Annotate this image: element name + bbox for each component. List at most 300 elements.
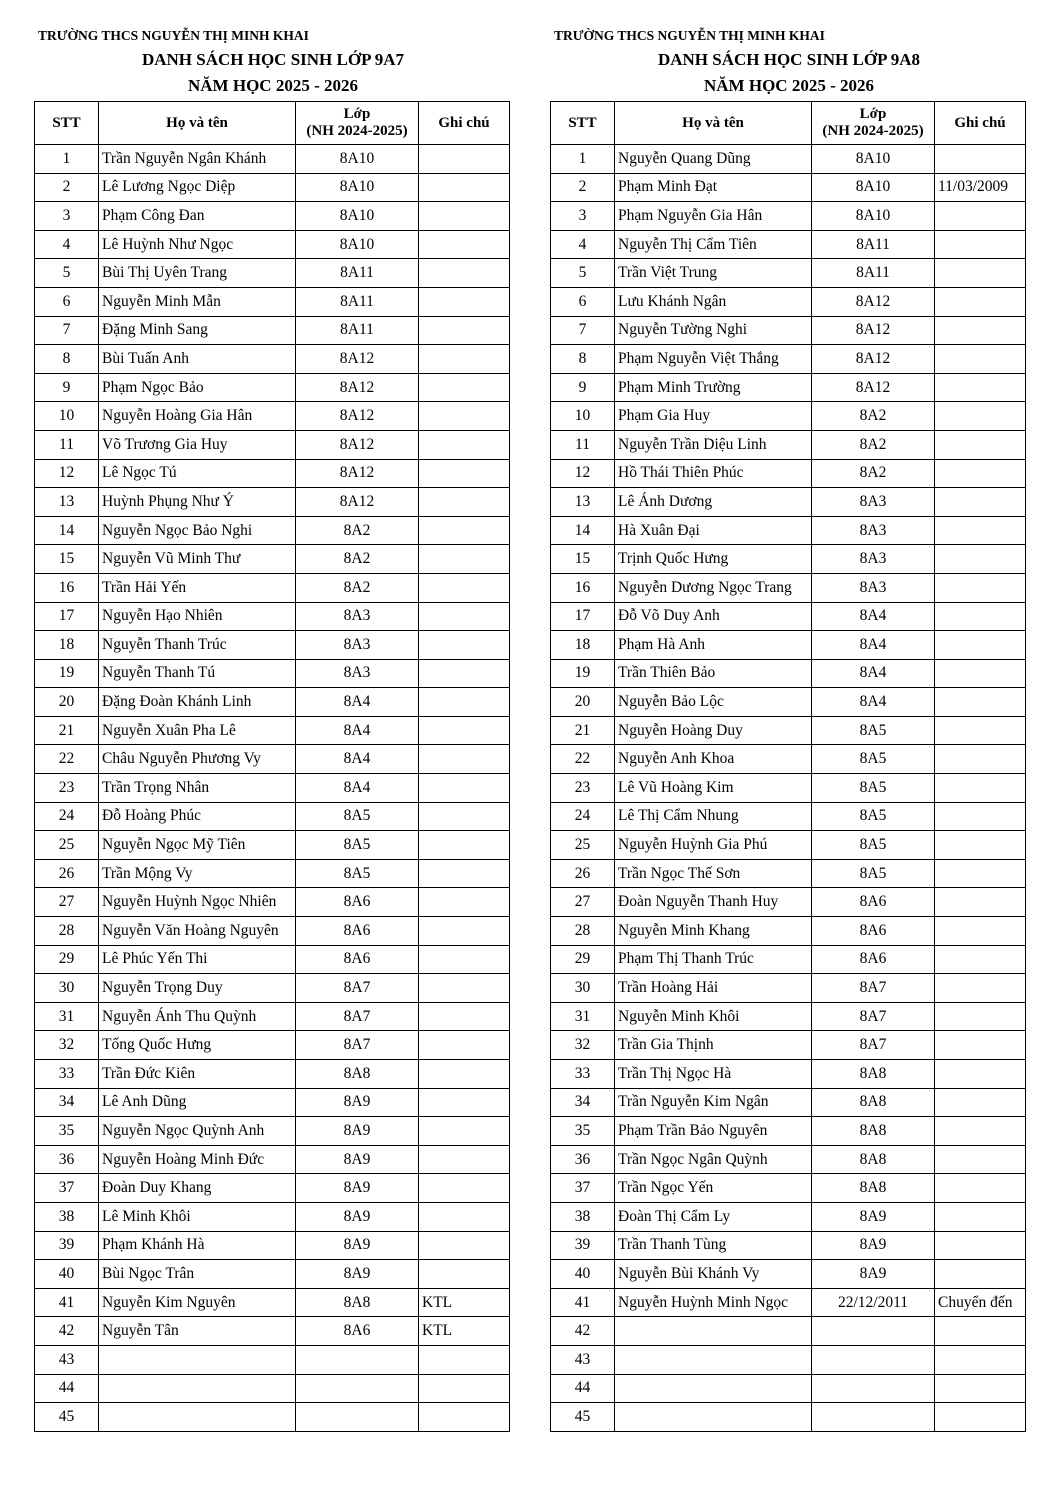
table-row (551, 1002, 1026, 1031)
table-row (551, 1403, 1026, 1432)
cell-class: 8A12 (296, 459, 419, 488)
header-class (812, 102, 935, 145)
cell-note (419, 745, 510, 774)
cell-name: Nguyễn Tường Nghi (615, 316, 812, 345)
cell-stt: 20 (551, 688, 615, 717)
cell-note (935, 402, 1026, 431)
cell-note (419, 488, 510, 517)
cell-class: 8A4 (296, 716, 419, 745)
cell-class: 8A12 (296, 430, 419, 459)
table-row (551, 259, 1026, 288)
cell-class: 8A3 (296, 602, 419, 631)
cell-stt: 16 (35, 573, 99, 602)
cell-class (296, 1345, 419, 1374)
table-row (551, 287, 1026, 316)
cell-name: Đoàn Thị Cẩm Ly (615, 1202, 812, 1231)
cell-name: Nguyễn Hạo Nhiên (99, 602, 296, 631)
cell-note (935, 1174, 1026, 1203)
table-row (551, 1374, 1026, 1403)
cell-class: 8A6 (296, 888, 419, 917)
table-row (35, 202, 510, 231)
cell-class: 8A7 (812, 1031, 935, 1060)
cell-note (419, 659, 510, 688)
cell-class: 8A12 (296, 373, 419, 402)
cell-class: 8A9 (812, 1202, 935, 1231)
table-row (35, 859, 510, 888)
cell-stt: 23 (35, 774, 99, 803)
cell-note (419, 145, 510, 174)
cell-note (935, 259, 1026, 288)
cell-class: 8A6 (812, 888, 935, 917)
cell-note (935, 1403, 1026, 1432)
table-row (35, 716, 510, 745)
table-row (551, 573, 1026, 602)
cell-class: 8A6 (812, 917, 935, 946)
cell-name: Đặng Minh Sang (99, 316, 296, 345)
cell-name: Nguyễn Thị Cẩm Tiên (615, 230, 812, 259)
table-row (35, 259, 510, 288)
cell-name: Lê Huỳnh Như Ngọc (99, 230, 296, 259)
cell-class: 8A3 (812, 516, 935, 545)
cell-note (935, 774, 1026, 803)
table-row (35, 602, 510, 631)
header-class-line1: Lớp (859, 106, 887, 122)
cell-note (935, 230, 1026, 259)
table-row (551, 459, 1026, 488)
cell-stt: 42 (35, 1317, 99, 1346)
cell-note (935, 345, 1026, 374)
table-row (551, 1088, 1026, 1117)
cell-name: Phạm Nguyễn Việt Thắng (615, 345, 812, 374)
header-note: Ghi chú (935, 102, 1026, 145)
cell-note (935, 202, 1026, 231)
table-row (551, 888, 1026, 917)
cell-class: 8A5 (812, 716, 935, 745)
cell-stt: 4 (35, 230, 99, 259)
cell-name (99, 1374, 296, 1403)
cell-stt: 35 (35, 1117, 99, 1146)
table-row (551, 945, 1026, 974)
cell-class: 8A10 (812, 173, 935, 202)
cell-name: Nguyễn Tân (99, 1317, 296, 1346)
cell-name: Hà Xuân Đại (615, 516, 812, 545)
cell-note (935, 1002, 1026, 1031)
cell-note (935, 145, 1026, 174)
cell-note (935, 802, 1026, 831)
table-row (35, 1317, 510, 1346)
cell-note (935, 373, 1026, 402)
cell-note (935, 1260, 1026, 1289)
cell-class: 8A2 (812, 430, 935, 459)
cell-class: 8A8 (812, 1088, 935, 1117)
cell-note (935, 1202, 1026, 1231)
table-row (35, 1288, 510, 1317)
cell-class: 8A8 (812, 1117, 935, 1146)
cell-note (419, 173, 510, 202)
cell-class: 8A11 (296, 287, 419, 316)
cell-note (935, 631, 1026, 660)
cell-note (935, 287, 1026, 316)
cell-stt: 20 (35, 688, 99, 717)
cell-class: 8A10 (812, 145, 935, 174)
cell-class: 8A2 (296, 545, 419, 574)
cell-name: Phạm Khánh Hà (99, 1231, 296, 1260)
table-row (551, 688, 1026, 717)
cell-note (419, 1088, 510, 1117)
cell-note (935, 745, 1026, 774)
cell-stt: 12 (35, 459, 99, 488)
cell-class: 8A2 (812, 459, 935, 488)
cell-name: Nguyễn Thanh Tú (99, 659, 296, 688)
table-row (551, 1288, 1026, 1317)
cell-name: Phạm Minh Đạt (615, 173, 812, 202)
cell-stt: 15 (551, 545, 615, 574)
cell-stt: 5 (35, 259, 99, 288)
cell-stt: 43 (551, 1345, 615, 1374)
cell-stt: 45 (551, 1403, 615, 1432)
cell-name: Nguyễn Kim Nguyên (99, 1288, 296, 1317)
cell-name: Huỳnh Phụng Như Ý (99, 488, 296, 517)
cell-note (419, 1031, 510, 1060)
table-row (35, 545, 510, 574)
table-row (35, 488, 510, 517)
cell-name: Trần Mộng Vy (99, 859, 296, 888)
cell-stt: 18 (35, 631, 99, 660)
cell-class: 8A9 (296, 1202, 419, 1231)
table-row (551, 602, 1026, 631)
table-row (551, 1174, 1026, 1203)
cell-note (419, 1117, 510, 1146)
cell-stt: 11 (551, 430, 615, 459)
cell-note (419, 430, 510, 459)
table-row (551, 1260, 1026, 1289)
cell-name: Phạm Minh Trường (615, 373, 812, 402)
cell-note (419, 459, 510, 488)
header-stt: STT (35, 102, 99, 145)
cell-class: 8A5 (296, 859, 419, 888)
cell-name: Trần Trọng Nhân (99, 774, 296, 803)
table-row (551, 716, 1026, 745)
cell-note (419, 1345, 510, 1374)
cell-note (935, 688, 1026, 717)
table-row (35, 917, 510, 946)
cell-stt: 11 (35, 430, 99, 459)
cell-note (419, 831, 510, 860)
table-row (551, 1060, 1026, 1089)
cell-class: 8A8 (296, 1060, 419, 1089)
table-row (551, 145, 1026, 174)
cell-name: Châu Nguyễn Phương Vy (99, 745, 296, 774)
cell-stt: 41 (551, 1288, 615, 1317)
cell-note (419, 545, 510, 574)
table-row (551, 917, 1026, 946)
cell-name: Trần Đức Kiên (99, 1060, 296, 1089)
cell-class: 8A7 (296, 974, 419, 1003)
cell-note (935, 1031, 1026, 1060)
table-row (35, 1260, 510, 1289)
table-row (35, 145, 510, 174)
table-row (551, 402, 1026, 431)
cell-note (935, 1317, 1026, 1346)
cell-name: Tống Quốc Hưng (99, 1031, 296, 1060)
cell-name: Nguyễn Hoàng Minh Đức (99, 1145, 296, 1174)
cell-stt: 13 (35, 488, 99, 517)
table-row (35, 1374, 510, 1403)
cell-name: Nguyễn Văn Hoàng Nguyên (99, 917, 296, 946)
cell-stt: 13 (551, 488, 615, 517)
cell-class: 8A3 (812, 545, 935, 574)
table-row (35, 173, 510, 202)
cell-note (935, 945, 1026, 974)
table-row (35, 430, 510, 459)
school-year: NĂM HỌC 2025 - 2026 (704, 76, 874, 95)
cell-name: Phạm Nguyễn Gia Hân (615, 202, 812, 231)
cell-stt: 42 (551, 1317, 615, 1346)
cell-stt: 35 (551, 1117, 615, 1146)
cell-stt: 37 (35, 1174, 99, 1203)
cell-name: Nguyễn Xuân Pha Lê (99, 716, 296, 745)
cell-class: 8A3 (812, 488, 935, 517)
cell-name: Nguyễn Huỳnh Ngọc Nhiên (99, 888, 296, 917)
table-row (35, 1231, 510, 1260)
cell-note (935, 573, 1026, 602)
table-row (35, 402, 510, 431)
cell-stt: 14 (551, 516, 615, 545)
cell-stt: 19 (551, 659, 615, 688)
cell-name: Đặng Đoàn Khánh Linh (99, 688, 296, 717)
cell-class: 8A4 (812, 602, 935, 631)
cell-class: 8A9 (296, 1174, 419, 1203)
cell-class: 8A10 (296, 145, 419, 174)
cell-note (419, 1174, 510, 1203)
table-row (551, 1031, 1026, 1060)
cell-name: Đoàn Duy Khang (99, 1174, 296, 1203)
cell-note: 11/03/2009 (935, 173, 1026, 202)
cell-class: 8A11 (812, 259, 935, 288)
cell-name: Võ Trương Gia Huy (99, 430, 296, 459)
cell-note: KTL (419, 1288, 510, 1317)
cell-class: 8A11 (812, 230, 935, 259)
cell-name: Nguyễn Trần Diệu Linh (615, 430, 812, 459)
cell-name: Lê Vũ Hoàng Kim (615, 774, 812, 803)
cell-name: Nguyễn Ánh Thu Quỳnh (99, 1002, 296, 1031)
table-row (35, 1403, 510, 1432)
cell-note (935, 459, 1026, 488)
cell-stt: 39 (551, 1231, 615, 1260)
table-row (35, 974, 510, 1003)
cell-class: 8A6 (296, 1317, 419, 1346)
school-year: NĂM HỌC 2025 - 2026 (188, 76, 358, 95)
cell-name (615, 1317, 812, 1346)
cell-note: Chuyển đến (935, 1288, 1026, 1317)
cell-note (419, 259, 510, 288)
table-row (35, 1117, 510, 1146)
cell-name: Bùi Ngọc Trân (99, 1260, 296, 1289)
cell-stt: 15 (35, 545, 99, 574)
cell-stt: 32 (35, 1031, 99, 1060)
cell-note (419, 316, 510, 345)
cell-note (419, 688, 510, 717)
table-row (551, 1345, 1026, 1374)
cell-note (935, 716, 1026, 745)
cell-class (296, 1374, 419, 1403)
table-row (551, 1317, 1026, 1346)
cell-stt: 2 (35, 173, 99, 202)
cell-stt: 30 (551, 974, 615, 1003)
cell-stt: 25 (35, 831, 99, 860)
cell-name: Trần Ngọc Thế Sơn (615, 859, 812, 888)
cell-name: Trần Ngọc Ngân Quỳnh (615, 1145, 812, 1174)
cell-note (419, 974, 510, 1003)
table-row (35, 945, 510, 974)
cell-stt: 28 (551, 917, 615, 946)
cell-note (419, 859, 510, 888)
cell-stt: 8 (551, 345, 615, 374)
cell-name: Nguyễn Ngọc Quỳnh Anh (99, 1117, 296, 1146)
table-row (551, 488, 1026, 517)
table-row (35, 659, 510, 688)
cell-class: 8A12 (812, 345, 935, 374)
cell-class: 8A2 (296, 573, 419, 602)
cell-note (419, 1403, 510, 1432)
cell-class: 8A2 (296, 516, 419, 545)
cell-stt: 12 (551, 459, 615, 488)
cell-stt: 10 (551, 402, 615, 431)
cell-class: 8A7 (296, 1031, 419, 1060)
cell-class: 8A4 (296, 745, 419, 774)
cell-stt: 34 (35, 1088, 99, 1117)
cell-note (419, 1145, 510, 1174)
cell-stt: 1 (35, 145, 99, 174)
cell-name: Trần Việt Trung (615, 259, 812, 288)
cell-stt: 32 (551, 1031, 615, 1060)
cell-stt: 38 (551, 1202, 615, 1231)
cell-class: 8A9 (296, 1088, 419, 1117)
cell-note (419, 888, 510, 917)
header-class (296, 102, 419, 145)
header-note: Ghi chú (419, 102, 510, 145)
cell-stt: 39 (35, 1231, 99, 1260)
cell-name: Trịnh Quốc Hưng (615, 545, 812, 574)
cell-stt: 30 (35, 974, 99, 1003)
cell-class: 8A10 (296, 202, 419, 231)
cell-name: Trần Nguyễn Ngân Khánh (99, 145, 296, 174)
table-row (35, 745, 510, 774)
cell-class: 8A5 (812, 745, 935, 774)
cell-name: Phạm Ngọc Bảo (99, 373, 296, 402)
cell-class: 8A4 (812, 631, 935, 660)
cell-note (419, 1260, 510, 1289)
cell-name: Đỗ Võ Duy Anh (615, 602, 812, 631)
cell-class: 8A9 (296, 1117, 419, 1146)
cell-stt: 31 (35, 1002, 99, 1031)
cell-class: 8A10 (296, 173, 419, 202)
cell-stt: 40 (35, 1260, 99, 1289)
cell-name (615, 1374, 812, 1403)
cell-stt: 2 (551, 173, 615, 202)
cell-class: 8A12 (296, 345, 419, 374)
cell-name: Nguyễn Thanh Trúc (99, 631, 296, 660)
cell-stt: 7 (35, 316, 99, 345)
cell-class: 8A9 (812, 1231, 935, 1260)
cell-stt: 43 (35, 1345, 99, 1374)
table-row (551, 974, 1026, 1003)
cell-class: 8A5 (296, 802, 419, 831)
cell-name: Đỗ Hoàng Phúc (99, 802, 296, 831)
cell-stt: 18 (551, 631, 615, 660)
cell-class: 8A3 (812, 573, 935, 602)
cell-name: Nguyễn Trọng Duy (99, 974, 296, 1003)
cell-name: Đoàn Nguyễn Thanh Huy (615, 888, 812, 917)
cell-name: Nguyễn Huỳnh Gia Phú (615, 831, 812, 860)
cell-name: Lê Lương Ngọc Diệp (99, 173, 296, 202)
cell-note (935, 888, 1026, 917)
table-row (35, 1202, 510, 1231)
table-row (551, 230, 1026, 259)
cell-stt: 33 (551, 1060, 615, 1089)
cell-note (935, 316, 1026, 345)
cell-class: 8A9 (296, 1231, 419, 1260)
cell-note (419, 202, 510, 231)
table-row (35, 1088, 510, 1117)
table-row (551, 202, 1026, 231)
cell-class (812, 1317, 935, 1346)
cell-name: Nguyễn Huỳnh Minh Ngọc (615, 1288, 812, 1317)
cell-note (935, 516, 1026, 545)
cell-stt: 37 (551, 1174, 615, 1203)
cell-name: Lê Phúc Yến Thi (99, 945, 296, 974)
cell-stt: 16 (551, 573, 615, 602)
cell-class: 8A11 (296, 259, 419, 288)
cell-name: Phạm Gia Huy (615, 402, 812, 431)
cell-note (419, 402, 510, 431)
cell-stt: 19 (35, 659, 99, 688)
cell-note (935, 602, 1026, 631)
table-row (551, 745, 1026, 774)
table-row (551, 430, 1026, 459)
cell-note (935, 974, 1026, 1003)
cell-class: 8A7 (812, 974, 935, 1003)
class-list-9a7 (34, 26, 512, 1432)
table-row (551, 659, 1026, 688)
cell-class: 8A4 (812, 659, 935, 688)
cell-class: 8A8 (812, 1145, 935, 1174)
cell-stt: 3 (35, 202, 99, 231)
table-row (35, 345, 510, 374)
cell-name: Lê Ngọc Tú (99, 459, 296, 488)
cell-note (935, 1345, 1026, 1374)
cell-stt: 1 (551, 145, 615, 174)
cell-class: 8A10 (812, 202, 935, 231)
cell-note (935, 917, 1026, 946)
table-row (35, 1145, 510, 1174)
table-row (35, 1060, 510, 1089)
cell-class: 8A12 (812, 373, 935, 402)
cell-note (419, 1231, 510, 1260)
cell-note (935, 430, 1026, 459)
cell-note (419, 1060, 510, 1089)
cell-name: Trần Hải Yến (99, 573, 296, 602)
table-row (35, 888, 510, 917)
cell-name: Nguyễn Minh Mẫn (99, 287, 296, 316)
header-class-line1: Lớp (343, 106, 371, 122)
table-header-row (35, 102, 510, 145)
cell-class (296, 1403, 419, 1432)
cell-name: Lê Ánh Dương (615, 488, 812, 517)
cell-name: Phạm Công Đan (99, 202, 296, 231)
cell-stt: 26 (35, 859, 99, 888)
table-row (35, 831, 510, 860)
